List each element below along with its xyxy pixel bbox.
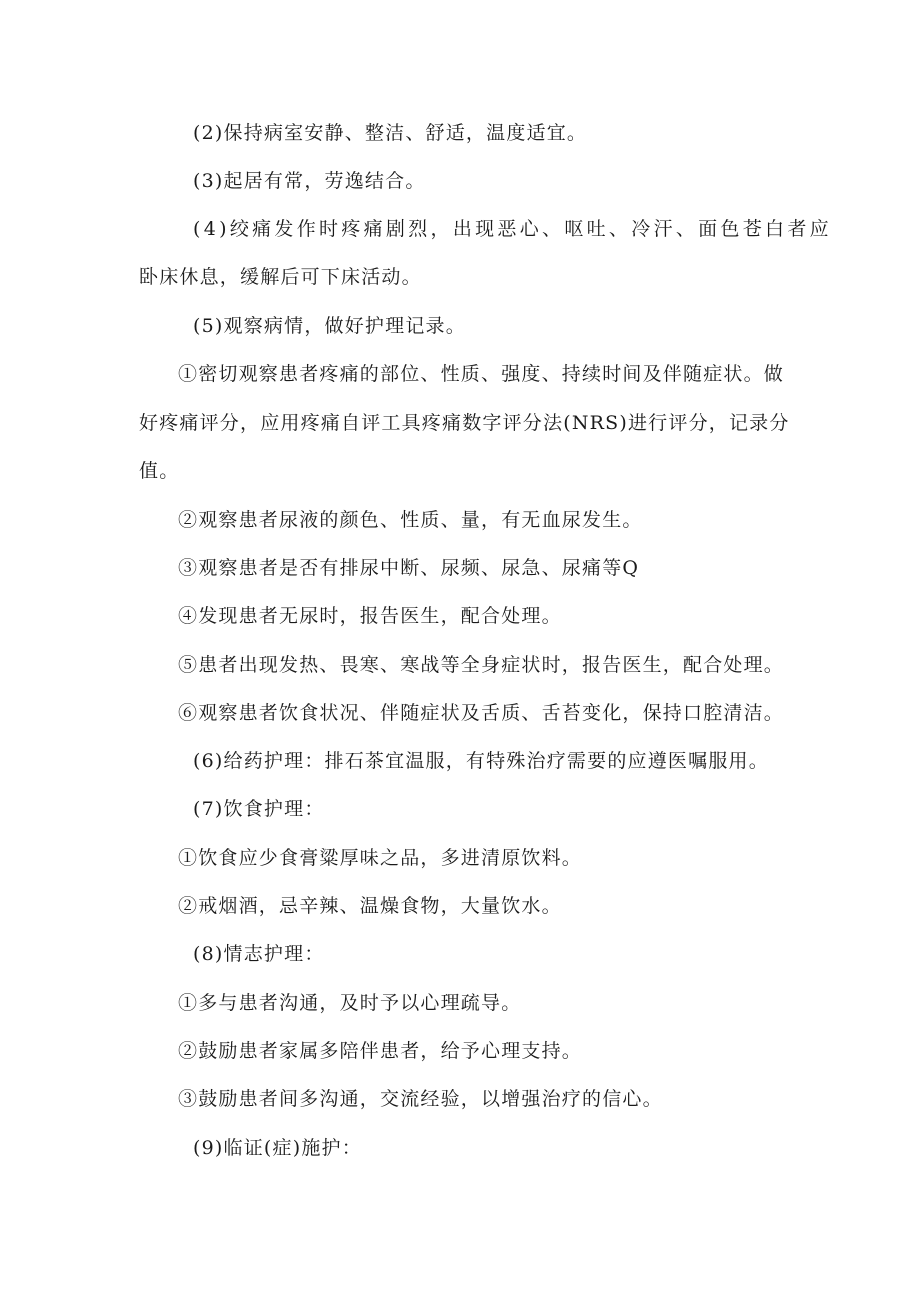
- text-line-17: ②戒烟酒，忌辛辣、温燥食物，大量饮水。: [178, 895, 562, 917]
- text-line-19: ①多与患者沟通，及时予以心理疏导。: [178, 992, 522, 1014]
- text-line-13: ⑥观察患者饮食状况、伴随症状及舌质、舌苔变化，保持口腔清洁。: [178, 702, 785, 724]
- text-line-9: ②观察患者尿液的颜色、性质、量，有无血尿发生。: [178, 509, 643, 531]
- text-line-21: ③鼓励患者间多沟通，交流经验，以增强治疗的信心。: [178, 1088, 663, 1110]
- text-line-8: 值。: [139, 460, 180, 482]
- text-line-4: 卧床休息，缓解后可下床活动。: [139, 266, 422, 288]
- text-line-15: (7)饮食护理：: [193, 798, 325, 820]
- text-line-1: (2)保持病室安静、整洁、舒适，温度适宜。: [193, 122, 588, 144]
- text-line-5: (5)观察病情，做好护理记录。: [193, 315, 466, 337]
- text-line-12: ⑤患者出现发热、畏寒、寒战等全身症状时，报告医生，配合处理。: [178, 654, 785, 676]
- text-line-11: ④发现患者无尿时，报告医生，配合处理。: [178, 605, 562, 627]
- text-line-3: (4)绞痛发作时疼痛剧烈，出现恶心、呕吐、冷汗、面色苍白者应: [193, 218, 832, 240]
- text-line-20: ②鼓励患者家属多陪伴患者，给予心理支持。: [178, 1040, 583, 1062]
- text-line-14: (6)给药护理：排石茶宜温服，有特殊治疗需要的应遵医嘱服用。: [193, 750, 769, 772]
- text-line-10: ③观察患者是否有排尿中断、尿频、尿急、尿痛等Q: [178, 557, 640, 579]
- text-line-6: ①密切观察患者疼痛的部位、性质、强度、持续时间及伴随症状。做: [178, 363, 785, 385]
- text-line-18: (8)情志护理：: [193, 943, 325, 965]
- text-line-16: ①饮食应少食膏粱厚味之品，多进清原饮料。: [178, 847, 583, 869]
- text-line-2: (3)起居有常，劳逸结合。: [193, 170, 426, 192]
- text-line-7: 好疼痛评分，应用疼痛自评工具疼痛数字评分法(NRS)进行评分，记录分: [139, 412, 790, 434]
- text-line-22: (9)临证(症)施护：: [193, 1137, 362, 1159]
